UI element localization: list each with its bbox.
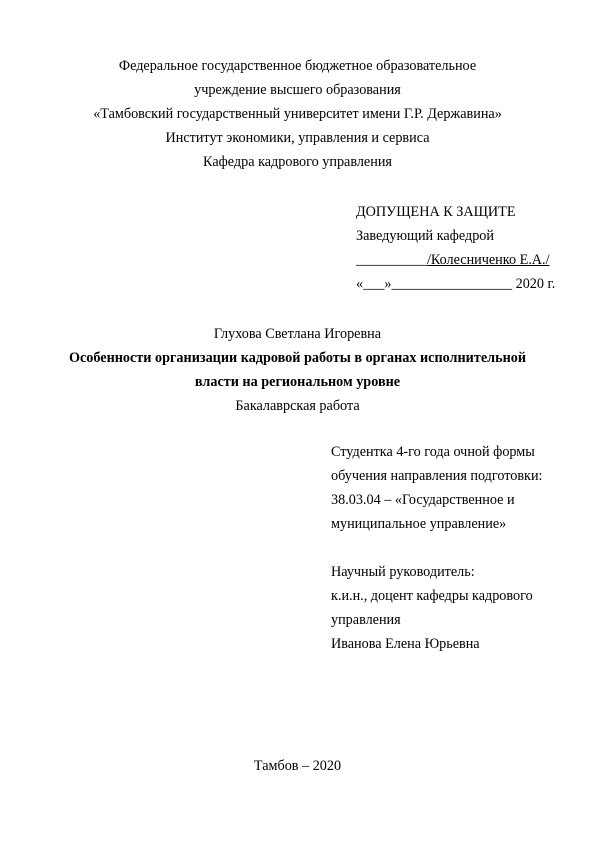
date-year: 2020 г. (512, 276, 556, 292)
approval-position: Заведующий кафедрой (356, 228, 494, 244)
student-info-line-3: 38.03.04 – «Государственное и (331, 492, 515, 508)
approval-signature-line (356, 252, 550, 268)
city-year: Тамбов – 2020 (253, 758, 342, 774)
signature-blank: __________ (356, 252, 427, 268)
approval-title: ДОПУЩЕНА К ЗАЩИТЕ (356, 204, 516, 220)
approval-date-line (356, 276, 555, 292)
header-line-5: Кафедра кадрового управления (203, 154, 392, 170)
supervisor-line-2: к.и.н., доцент кафедры кадрового (331, 588, 533, 604)
work-type: Бакалаврская работа (235, 398, 360, 414)
author-name: Глухова Светлана Игоревна (213, 326, 382, 342)
student-info-line-4: муниципальное управление» (331, 516, 507, 532)
work-title-line-1: Особенности организации кадровой работы в органах исполнительной (68, 350, 527, 366)
header-line-2: учреждение высшего образования (194, 82, 401, 98)
student-info-line-1: Студентка 4-го года очной формы (331, 444, 535, 460)
supervisor-line-3: управления (331, 612, 401, 628)
header-line-4: Институт экономики, управления и сервиса (165, 130, 430, 146)
header-line-1: Федеральное государственное бюджетное образовательное (118, 58, 477, 74)
date-day: «___» (356, 276, 392, 292)
work-title-line-2: власти на региональном уровне (194, 374, 401, 390)
supervisor-line-1: Научный руководитель: (331, 564, 475, 580)
date-blank: _________________ (391, 276, 513, 292)
header-line-3: «Тамбовский государственный университет имени Г.Р. Державина» (93, 106, 502, 122)
supervisor-line-4: Иванова Елена Юрьевна (331, 636, 480, 652)
signature-name: /Колесниченко Е.А./ (426, 252, 550, 268)
student-info-line-2: обучения направления подготовки: (331, 468, 543, 484)
